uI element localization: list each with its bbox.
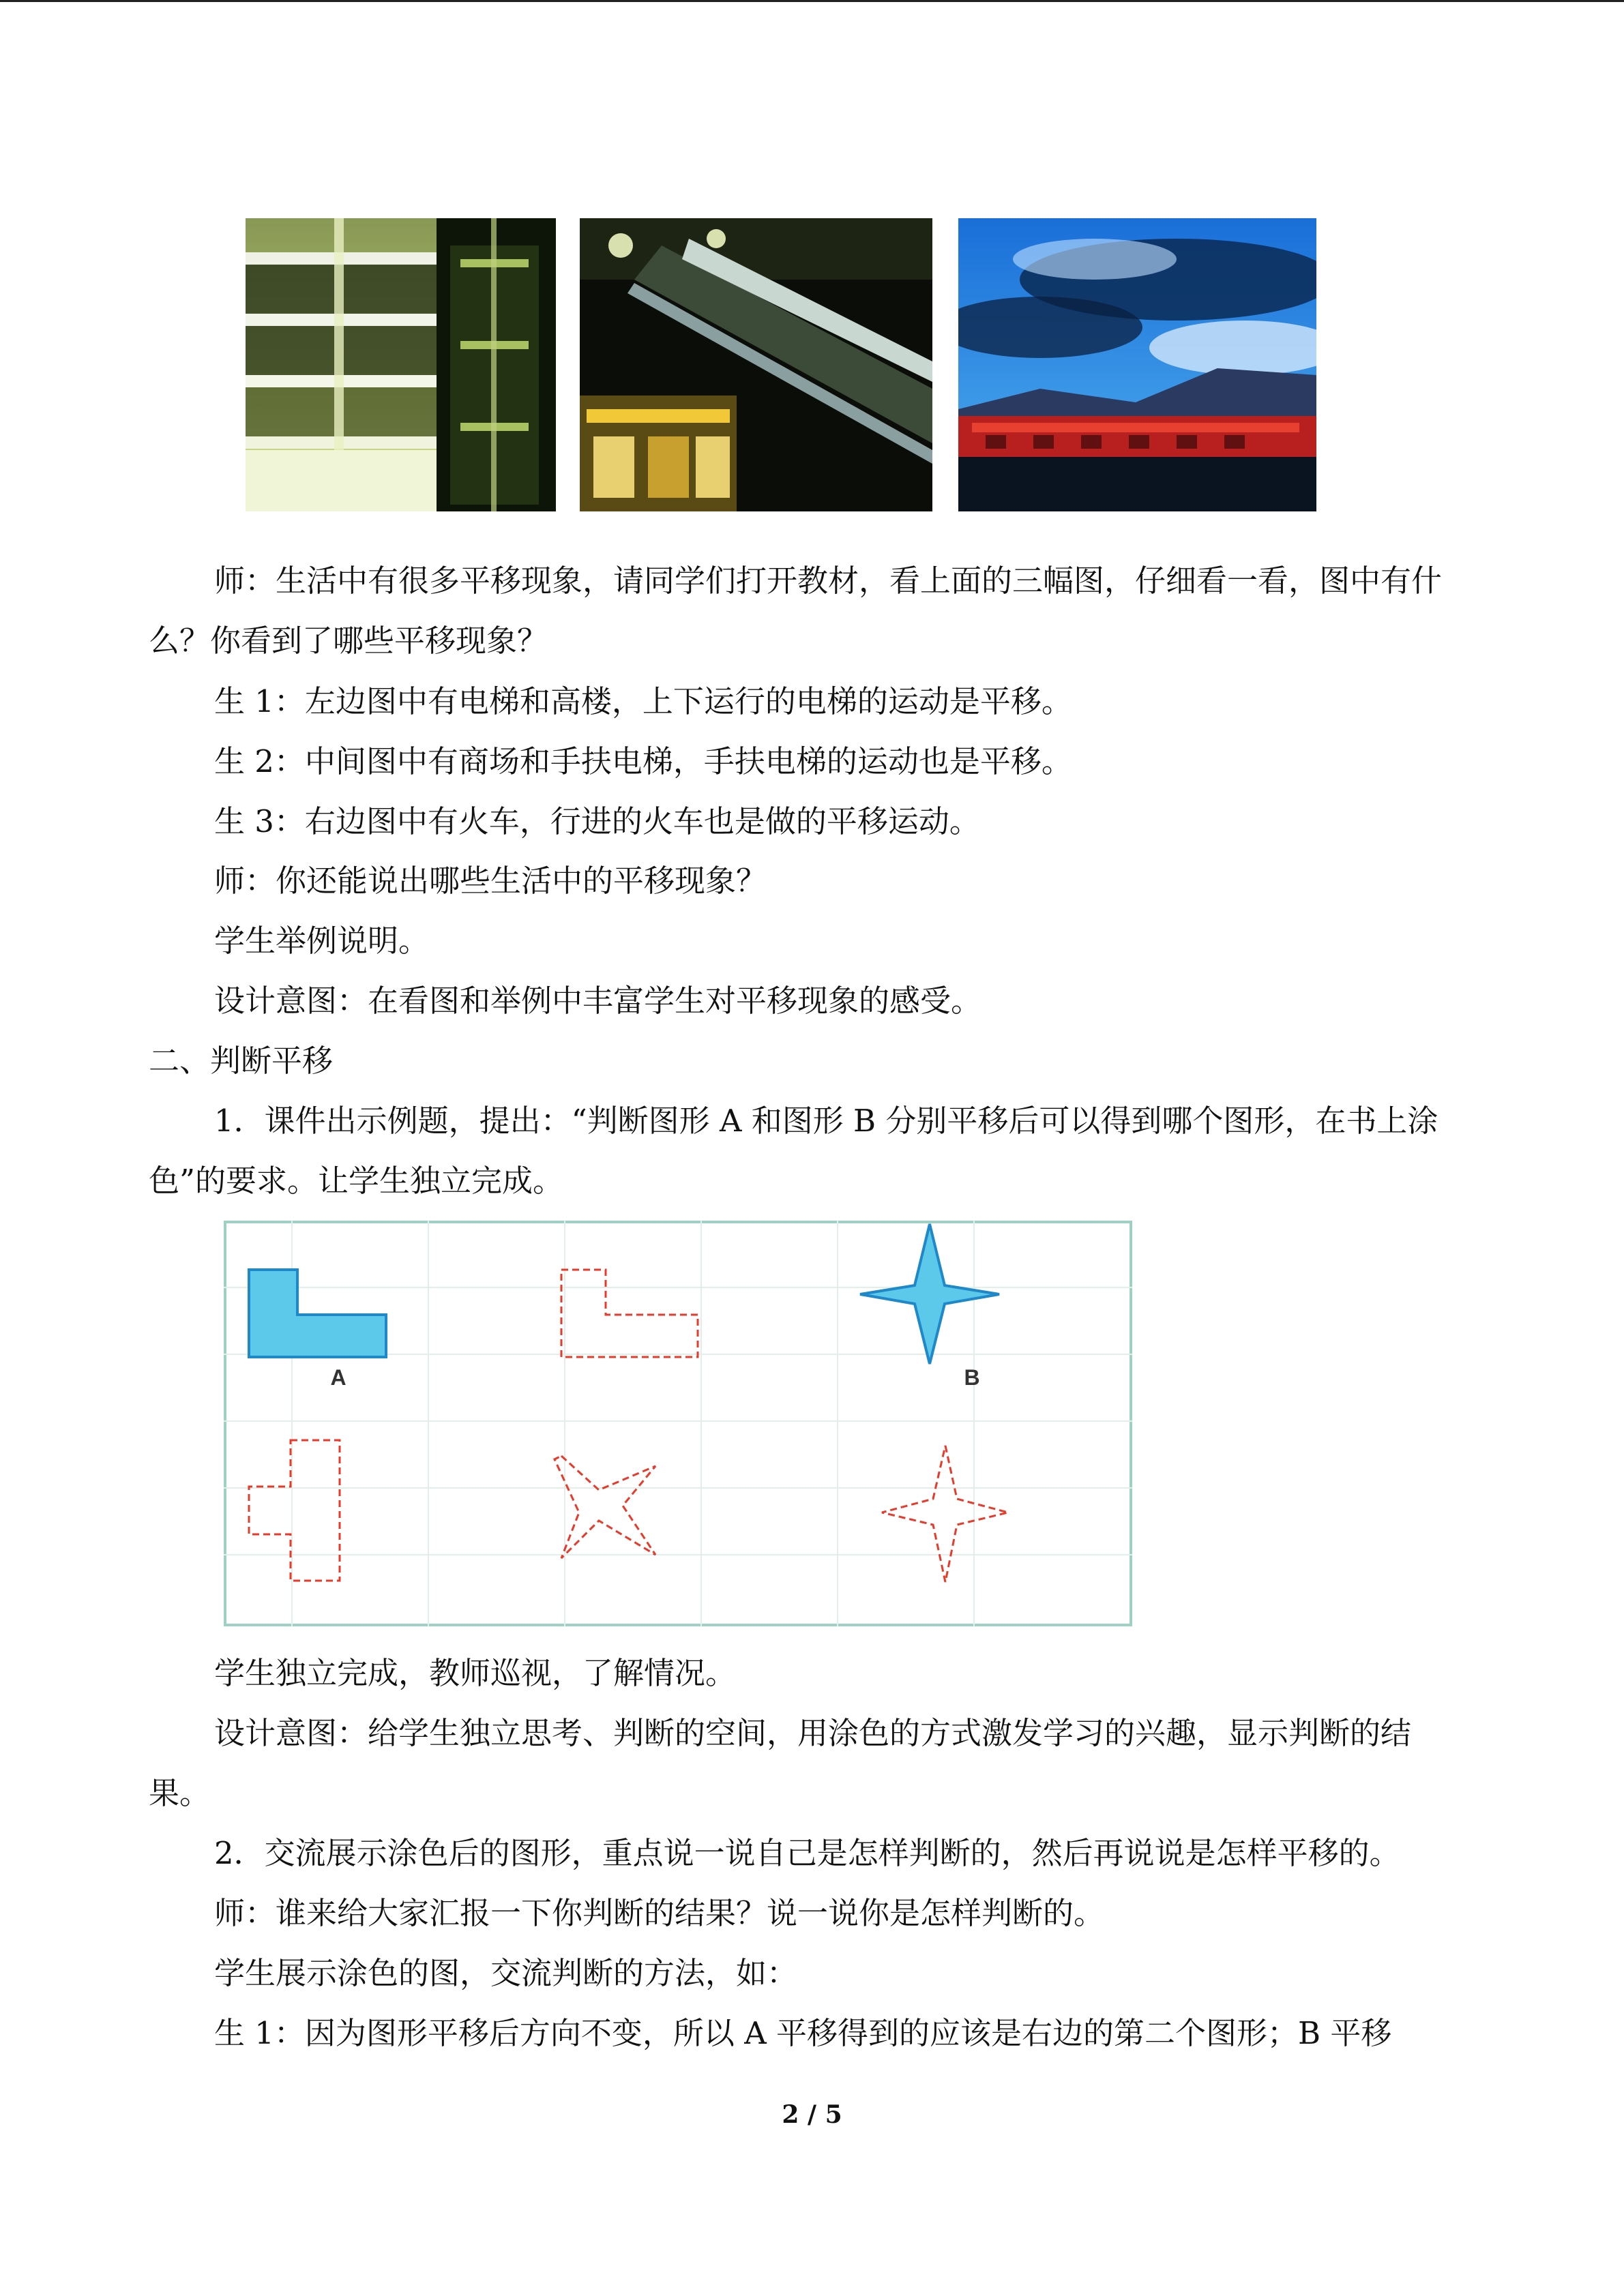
label-b: B bbox=[964, 1365, 980, 1390]
photo-strip bbox=[246, 218, 1316, 511]
paragraph-student-2: 生 2：中间图中有商场和手扶电梯，手扶电梯的运动也是平移。 bbox=[214, 743, 1072, 779]
photo-elevator-building bbox=[246, 218, 556, 511]
paragraph-teacher-question: 师：你还能说出哪些生活中的平移现象？ bbox=[214, 863, 767, 899]
section-heading-judge-translation: 二、判断平移 bbox=[149, 1043, 334, 1079]
paragraph-student-reason: 生 1：因为图形平移后方向不变，所以 A 平移得到的应该是右边的第二个图形；B 平移 bbox=[214, 2015, 1392, 2051]
paragraph-students-show: 学生展示涂色的图，交流判断的方法，如： bbox=[214, 1955, 798, 1991]
label-a: A bbox=[330, 1365, 346, 1390]
paragraph-student-3: 生 3：右边图中有火车，行进的火车也是做的平移运动。 bbox=[214, 803, 980, 839]
paragraph-students-examples: 学生举例说明。 bbox=[214, 923, 430, 959]
paragraph-student-1: 生 1：左边图中有电梯和高楼，上下运行的电梯的运动是平移。 bbox=[214, 683, 1072, 719]
paragraph-teacher-report: 师：谁来给大家汇报一下你判断的结果？说一说你是怎样判断的。 bbox=[214, 1895, 1105, 1931]
figure-frame bbox=[225, 1222, 1131, 1625]
paragraph-teacher-intro: 师：生活中有很多平移现象，请同学们打开教材，看上面的三幅图，仔细看一看，图中有什么？你看到了哪些平移现象？ bbox=[149, 563, 1443, 659]
photo-escalator-mall bbox=[580, 218, 932, 511]
paragraph-students-complete: 学生独立完成，教师巡视，了解情况。 bbox=[214, 1655, 737, 1691]
top-rule bbox=[0, 0, 1624, 2]
paragraph-design-intent-2: 设计意图：给学生独立思考、判断的空间，用涂色的方式激发学习的兴趣，显示判断的结果。 bbox=[149, 1715, 1412, 1811]
paragraph-task-2: 2．交流展示涂色后的图形，重点说一说自己是怎样判断的，然后再说说是怎样平移的。 bbox=[214, 1835, 1400, 1871]
translation-figure bbox=[224, 1221, 1132, 1626]
photo-train bbox=[958, 218, 1316, 511]
paragraph-task-1: 1．课件出示例题，提出：“判断图形 A 和图形 B 分别平移后可以得到哪个图形，在书上涂色”的要求。让学生独立完成。 bbox=[149, 1103, 1438, 1199]
page-number: 2 / 5 bbox=[782, 2100, 842, 2129]
paragraph-design-intent-1: 设计意图：在看图和举例中丰富学生对平移现象的感受。 bbox=[214, 983, 982, 1019]
